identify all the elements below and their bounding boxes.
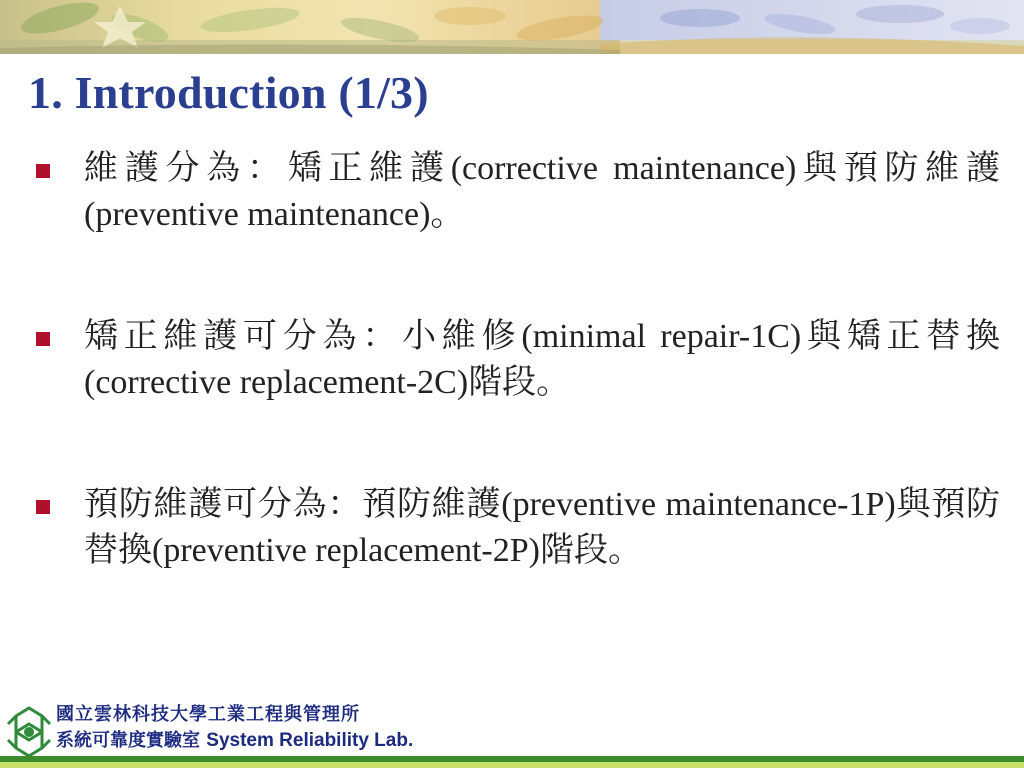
footer-lab-line	[56, 728, 413, 754]
footer-university: 國立雲林科技大學工業工程與管理所	[56, 704, 360, 725]
page-title: 1. Introduction (1/3)	[28, 67, 429, 118]
bullet-item	[32, 314, 1000, 406]
square-bullet-icon	[36, 500, 50, 514]
footer-lab-chinese: 系統可靠度實驗室	[56, 730, 200, 751]
bullet-text: 維護分為：矯正維護(corrective maintenance)與預防維護(preventive maintenance)。	[84, 150, 1000, 233]
square-bullet-icon	[36, 332, 50, 346]
bullet-text: 矯正維護可分為：小維修(minimal repair-1C)與矯正替換(corrective replacement-2C)階段。	[84, 318, 1000, 401]
square-bullet-icon	[36, 164, 50, 178]
bullet-item	[32, 146, 1000, 238]
lab-logo-icon	[4, 704, 54, 760]
footer-lab-english: System Reliability Lab.	[206, 730, 414, 751]
footer-institution	[56, 702, 413, 754]
bullet-list	[32, 146, 1000, 574]
footer-divider-accent	[0, 762, 1024, 768]
decorative-banner	[0, 0, 1024, 54]
bullet-text: 預防維護可分為：預防維護(preventive maintenance-1P)與預防替換(preventive replacement-2P)階段。	[84, 486, 1000, 569]
bullet-item	[32, 482, 1000, 574]
